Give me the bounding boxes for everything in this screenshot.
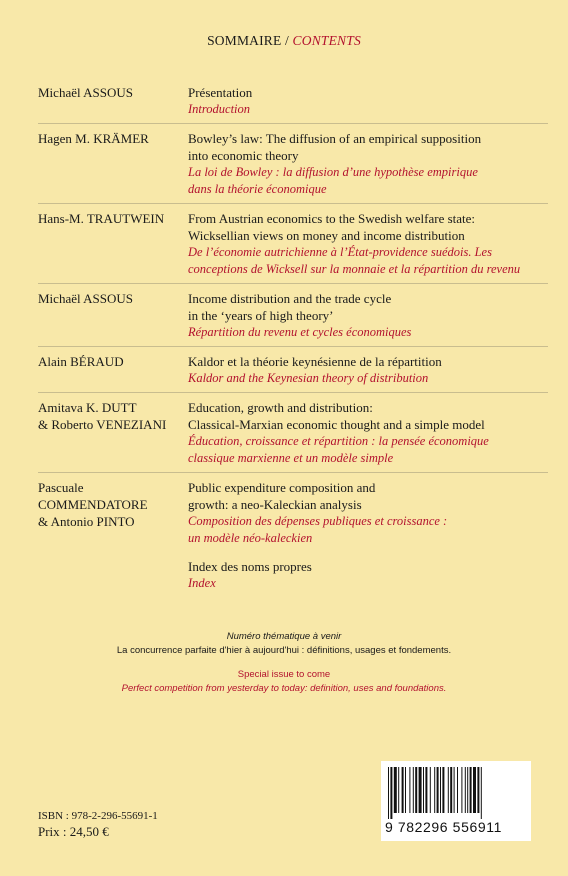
- isbn-price-block: [38, 808, 158, 840]
- translation-line: Répartition du revenu et cycles économiques: [188, 325, 412, 339]
- author-line: Michaël ASSOUS: [38, 291, 133, 306]
- translation-line: Introduction: [188, 102, 251, 116]
- title-line: Education, growth and distribution:: [188, 400, 373, 415]
- upcoming-fr-heading: Numéro thématique à venir: [226, 631, 342, 642]
- table-of-contents: [38, 84, 548, 603]
- toc-entry: [38, 399, 548, 473]
- barcode-bar: [442, 767, 444, 813]
- barcode-bar: [465, 767, 466, 813]
- barcode-bar: [481, 767, 482, 819]
- barcode-bar: [394, 767, 397, 813]
- upcoming-en-text: Perfect competition from yesterday to today: definition, uses and foundations.: [121, 683, 447, 694]
- translation-line: Éducation, croissance et répartition : la pensée économique: [188, 434, 489, 448]
- barcode-bar: [430, 767, 431, 813]
- heading-en: CONTENTS: [292, 33, 361, 48]
- translation-line: dans la théorie économique: [188, 182, 327, 196]
- barcode-bars: [388, 767, 524, 819]
- barcode-bar: [409, 767, 410, 813]
- barcode-bar: [467, 767, 468, 813]
- barcode-bar: [415, 767, 417, 813]
- translation-line: classique marxienne et un modèle simple: [188, 451, 394, 465]
- barcode-bar: [390, 767, 392, 819]
- upcoming-fr-text: La concurrence parfaite d'hier à aujourd'hui : définitions, usages et fondements.: [116, 645, 452, 656]
- entry-titles: [188, 479, 548, 547]
- translation-line: Composition des dépenses publiques et croissance :: [188, 514, 448, 528]
- barcode-bar: [423, 767, 424, 813]
- entry-titles: [188, 558, 548, 592]
- author-line: Michaël ASSOUS: [38, 85, 133, 100]
- toc-entry: [38, 290, 548, 347]
- price: Prix : 24,50 €: [38, 824, 109, 839]
- title-line: Présentation: [188, 85, 253, 100]
- barcode-bar: [454, 767, 455, 813]
- author-line: & Roberto VENEZIANI: [38, 417, 167, 432]
- toc-entry: [38, 130, 548, 204]
- barcode-bar: [419, 767, 422, 813]
- author-line: & Antonio PINTO: [38, 514, 135, 529]
- barcode-bar: [437, 767, 439, 813]
- author-line: Hagen M. KRÄMER: [38, 131, 149, 146]
- translation-line: La loi de Bowley : la diffusion d’une hypothèse empirique: [188, 165, 478, 179]
- entry-author: [38, 290, 183, 307]
- title-line: From Austrian economics to the Swedish welfare state:: [188, 211, 476, 226]
- toc-entry: [38, 84, 548, 124]
- title-line: into economic theory: [188, 148, 299, 163]
- entry-author: [38, 84, 183, 101]
- barcode-bar: [450, 767, 452, 813]
- entry-titles: [188, 210, 548, 278]
- translation-line: Index: [188, 576, 216, 590]
- title-line: Bowley’s law: The diffusion of an empirical supposition: [188, 131, 482, 146]
- translation-line: un modèle néo-kaleckien: [188, 531, 313, 545]
- entry-titles: [188, 353, 548, 387]
- barcode-bar: [398, 767, 399, 813]
- barcode-bar: [440, 767, 441, 813]
- barcode-bar: [448, 767, 449, 813]
- author-line: Amitava K. DUTT: [38, 400, 137, 415]
- entry-author: [38, 353, 183, 370]
- entry-titles: [188, 130, 548, 198]
- entry-author: [38, 479, 183, 530]
- heading-fr: SOMMAIRE /: [207, 33, 289, 48]
- barcode: [381, 761, 531, 841]
- toc-entry: [38, 353, 548, 393]
- barcode-bar: [434, 767, 435, 813]
- upcoming-en-heading: Special issue to come: [237, 669, 331, 680]
- title-line: Income distribution and the trade cycle: [188, 291, 392, 306]
- title-line: Classical-Marxian economic thought and a simple model: [188, 417, 485, 432]
- entry-titles: [188, 399, 548, 467]
- barcode-bar: [413, 767, 414, 813]
- title-line: Index des noms propres: [188, 559, 312, 574]
- barcode-bar: [457, 767, 458, 813]
- entry-titles: [188, 84, 548, 118]
- translation-line: conceptions de Wicksell sur la monnaie et la répartition du revenu: [188, 262, 521, 276]
- author-line: COMMENDATORE: [38, 497, 148, 512]
- title-line: in the ‘years of high theory’: [188, 308, 334, 323]
- toc-entry: [38, 558, 548, 597]
- barcode-bar: [473, 767, 476, 813]
- barcode-bar: [461, 767, 462, 813]
- entry-titles: [188, 290, 548, 341]
- entry-author: [38, 210, 183, 227]
- toc-entry: [38, 210, 548, 284]
- title-line: Wicksellian views on money and income distribution: [188, 228, 465, 243]
- barcode-digits: 9 782296 556911: [385, 819, 502, 835]
- entry-author: [38, 130, 183, 147]
- translation-line: Kaldor and the Keynesian theory of distribution: [188, 371, 429, 385]
- barcode-bar: [470, 767, 472, 813]
- title-line: Kaldor et la théorie keynésienne de la répartition: [188, 354, 442, 369]
- barcode-bar: [402, 767, 404, 813]
- barcode-bar: [388, 767, 389, 819]
- toc-entry: [38, 479, 548, 552]
- entry-author: [38, 399, 183, 433]
- barcode-bar: [405, 767, 406, 813]
- title-line: Public expenditure composition and: [188, 480, 376, 495]
- author-line: Hans-M. TRAUTWEIN: [38, 211, 165, 226]
- upcoming-issue-notice: [0, 630, 568, 696]
- barcode-bar: [425, 767, 427, 813]
- contents-heading: [0, 33, 568, 49]
- isbn: ISBN : 978-2-296-55691-1: [38, 810, 158, 822]
- author-line: Pascuale: [38, 480, 84, 495]
- title-line: growth: a neo-Kaleckian analysis: [188, 497, 362, 512]
- barcode-bar: [477, 767, 479, 813]
- translation-line: De l’économie autrichienne à l’État-providence suédois. Les: [188, 245, 492, 259]
- author-line: Alain BÉRAUD: [38, 354, 124, 369]
